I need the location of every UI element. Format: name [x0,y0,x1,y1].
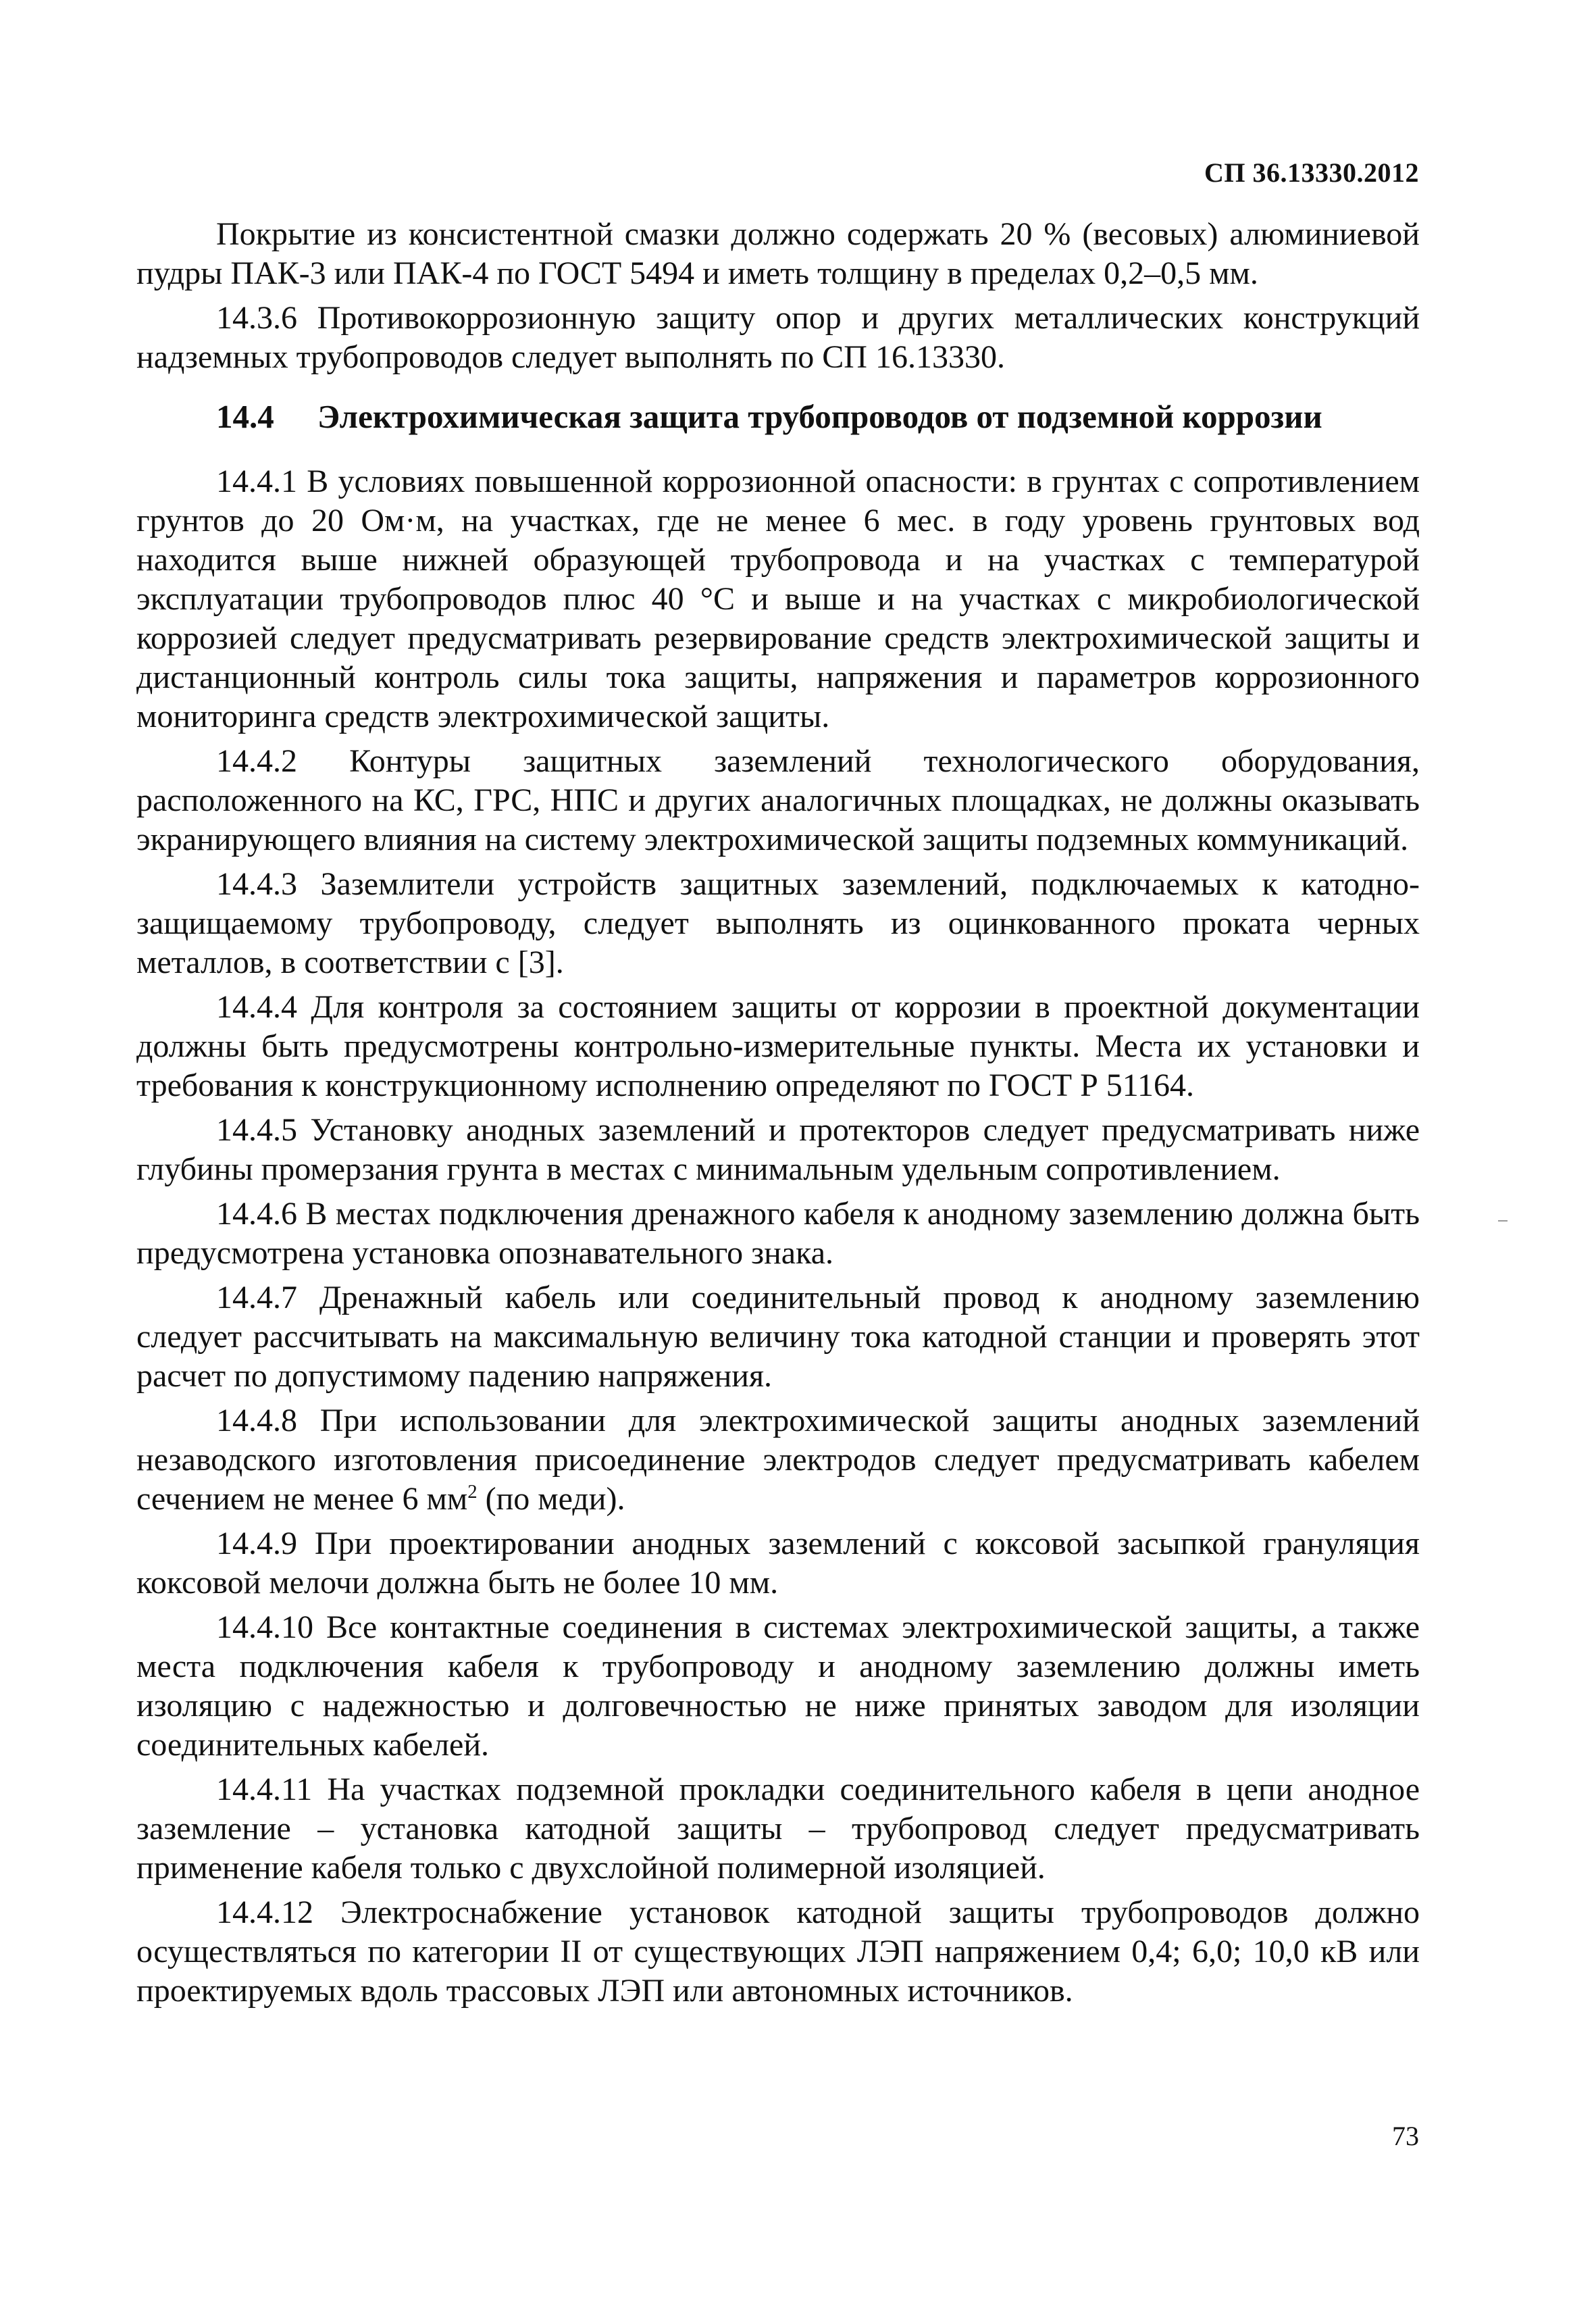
scan-mark [1498,1220,1508,1222]
clause-14-4-12: 14.4.12 Электроснабжение установок катодной защиты трубопроводов должно осуществляться по категории II от существующих ЛЭП напряжением 0,4; 6,0; 10,0 кВ или проектируемых вдоль трассовых ЛЭП или автономных источников. [136,1894,1420,2009]
document-body [136,215,1420,2016]
clause-14-4-10: 14.4.10 Все контактные соединения в системах электрохимической защиты, а также места подключения кабеля к трубопроводу и анодному заземлению должны иметь изоляцию с надежностью и долговечностью не ниже принятых заводом для изоляции соединительных кабелей. [136,1609,1420,1763]
clause-14-4-11: 14.4.11 На участках подземной прокладки соединительного кабеля в цепи анодное заземление – установка катодной защиты – трубопровод следует предусматривать применение кабеля только с двухслойной полимерной изоляцией. [136,1771,1420,1886]
document-code: СП 36.13330.2012 [1204,157,1419,188]
clause-14-4-4: 14.4.4 Для контроля за состоянием защиты от коррозии в проектной документации должны быть предусмотрены контрольно-измерительные пункты. Места их установки и требования к конструкционному исполнению определяют по ГОСТ Р 51164. [136,989,1420,1103]
clause-14-4-3: 14.4.3 Заземлители устройств защитных заземлений, подключаемых к катодно-защищаемому трубопроводу, следует выполнять из оцинкованного проката черных металлов, в соответствии с [3]. [136,866,1420,980]
clause-14-4-9: 14.4.9 При проектировании анодных заземлений с коксовой засыпкой грануляция коксовой мелочи должна быть не более 10 мм. [136,1526,1420,1601]
clause-14-4-8 [136,1401,1420,1519]
clause-14-4-8-text: 14.4.8 При использовании для электрохимической защиты анодных заземлений незаводского изготовления присоединение электродов следует предусматривать кабелем сечением не менее 6 мм [136,1403,1420,1517]
clause-14-4-5: 14.4.5 Установку анодных заземлений и протекторов следует предусматривать ниже глубины промерзания грунта в местах с минимальным удельным сопротивлением. [136,1112,1420,1187]
page-number: 73 [1392,2121,1419,2151]
clause-14-4-8-text-end: (по меди). [477,1481,625,1517]
clause-14-4-7: 14.4.7 Дренажный кабель или соединительный провод к анодному заземлению следует рассчитывать на максимальную величину тока катодной станции и проверять этот расчет по допустимому падению напряжения. [136,1280,1420,1394]
section-number: 14.4 [216,398,274,435]
clause-14-4-6: 14.4.6 В местах подключения дренажного кабеля к анодному заземлению должна быть предусмотрена установка опознавательного знака. [136,1196,1420,1271]
paragraph-coating: Покрытие из консистентной смазки должно содержать 20 % (весовых) алюминиевой пудры ПАК-3 или ПАК-4 по ГОСТ 5494 и иметь толщину в пределах 0,2–0,5 мм. [136,216,1420,291]
clause-14-4-2: 14.4.2 Контуры защитных заземлений технологического оборудования, расположенного на КС, ГРС, НПС и других аналогичных площадках, не должны оказывать экранирующего влияния на систему электрохимической защиты подземных коммуникаций. [136,743,1420,857]
clause-14-4-1: 14.4.1 В условиях повышенной коррозионной опасности: в грунтах с сопротивлением грунтов до 20 Ом·м, на участках, где не менее 6 мес. в году уровень грунтовых вод находится выше нижней образующей трубопровода и на участках с температурой эксплуатации трубопроводов плюс 40 °С и выше и на участках с микробиологической коррозией следует предусматривать резервирование средств электрохимической защиты и дистанционный контроль силы тока защиты, напряжения и параметров коррозионного мониторинга средств электрохимической защиты. [136,463,1420,734]
section-heading [136,397,1420,436]
superscript-2: 2 [467,1481,478,1503]
section-title: Электрохимическая защита трубопроводов от подземной коррозии [317,398,1322,435]
paragraph-14-3-6: 14.3.6 Противокоррозионную защиту опор и других металлических конструкций надземных трубопроводов следует выполнять по СП 16.13330. [136,300,1420,375]
